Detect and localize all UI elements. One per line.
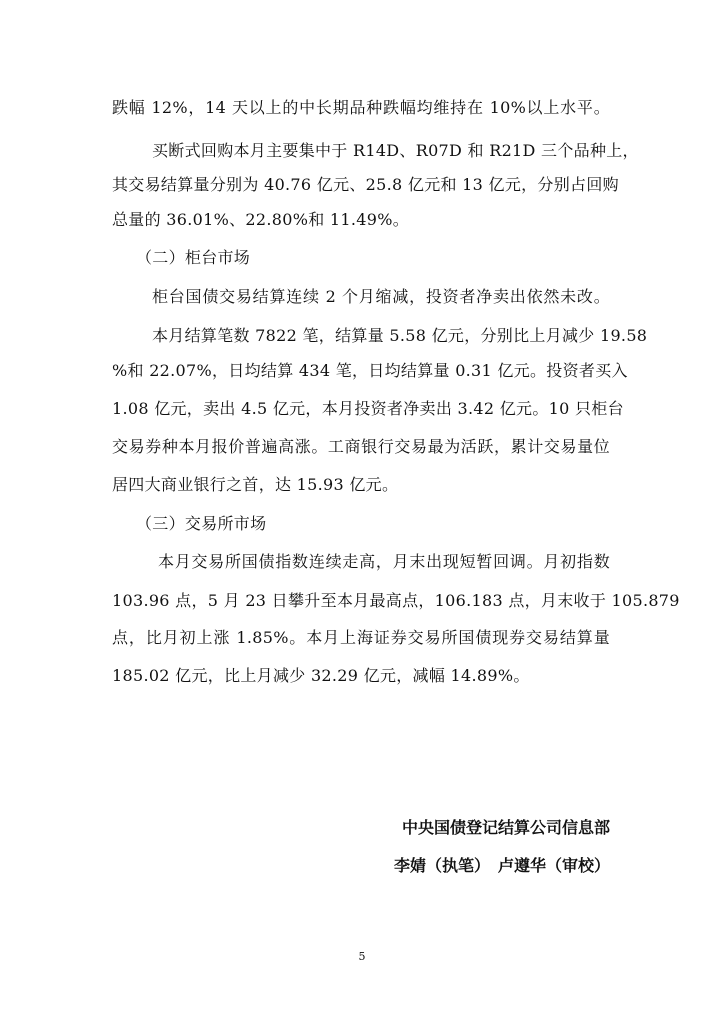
page-number: 5 xyxy=(358,950,366,963)
paragraph-line: 本月结算笔数 7822 笔，结算量 5.58 亿元，分别比上月减少 19.58 xyxy=(152,326,648,345)
paragraph-line: 点，比月初上涨 1.85%。本月上海证券交易所国债现券交易结算量 xyxy=(112,628,610,647)
paragraph-line: 103.96 点，5 月 23 日攀升至本月最高点，106.183 点，月末收于 105.879 xyxy=(112,591,680,610)
paragraph-line: 其交易结算量分别为 40.76 亿元、25.8 亿元和 13 亿元，分别占回购 xyxy=(112,175,619,194)
section-heading-counter-market: （二）柜台市场 xyxy=(136,248,251,267)
signature-authors: 李婧（执笔） 卢遵华（审校） xyxy=(393,856,610,875)
paragraph-line: %和 22.07%，日均结算 434 笔，日均结算量 0.31 亿元。投资者买入 xyxy=(112,361,628,380)
paragraph-line: 居四大商业银行之首，达 15.93 亿元。 xyxy=(112,475,399,494)
paragraph-line: 买断式回购本月主要集中于 R14D、R07D 和 R21D 三个品种上， xyxy=(152,141,639,160)
paragraph-line: 185.02 亿元，比上月减少 32.29 亿元，减幅 14.89%。 xyxy=(112,666,530,685)
paragraph-line: 总量的 36.01%、22.80%和 11.49%。 xyxy=(112,210,409,229)
section-heading-exchange-market: （三）交易所市场 xyxy=(136,514,267,533)
paragraph-line: 交易券种本月报价普遍高涨。工商银行交易最为活跃，累计交易量位 xyxy=(112,437,610,456)
signature-department: 中央国债登记结算公司信息部 xyxy=(401,818,610,837)
paragraph-line: 1.08 亿元，卖出 4.5 亿元，本月投资者净卖出 3.42 亿元。10 只柜台 xyxy=(112,399,624,418)
paragraph-line: 本月交易所国债指数连续走高，月末出现短暂回调。月初指数 xyxy=(158,552,610,571)
paragraph-line: 跌幅 12%，14 天以上的中长期品种跌幅均维持在 10%以上水平。 xyxy=(112,98,610,117)
paragraph-line: 柜台国债交易结算连续 2 个月缩减，投资者净卖出依然未改。 xyxy=(152,287,610,306)
